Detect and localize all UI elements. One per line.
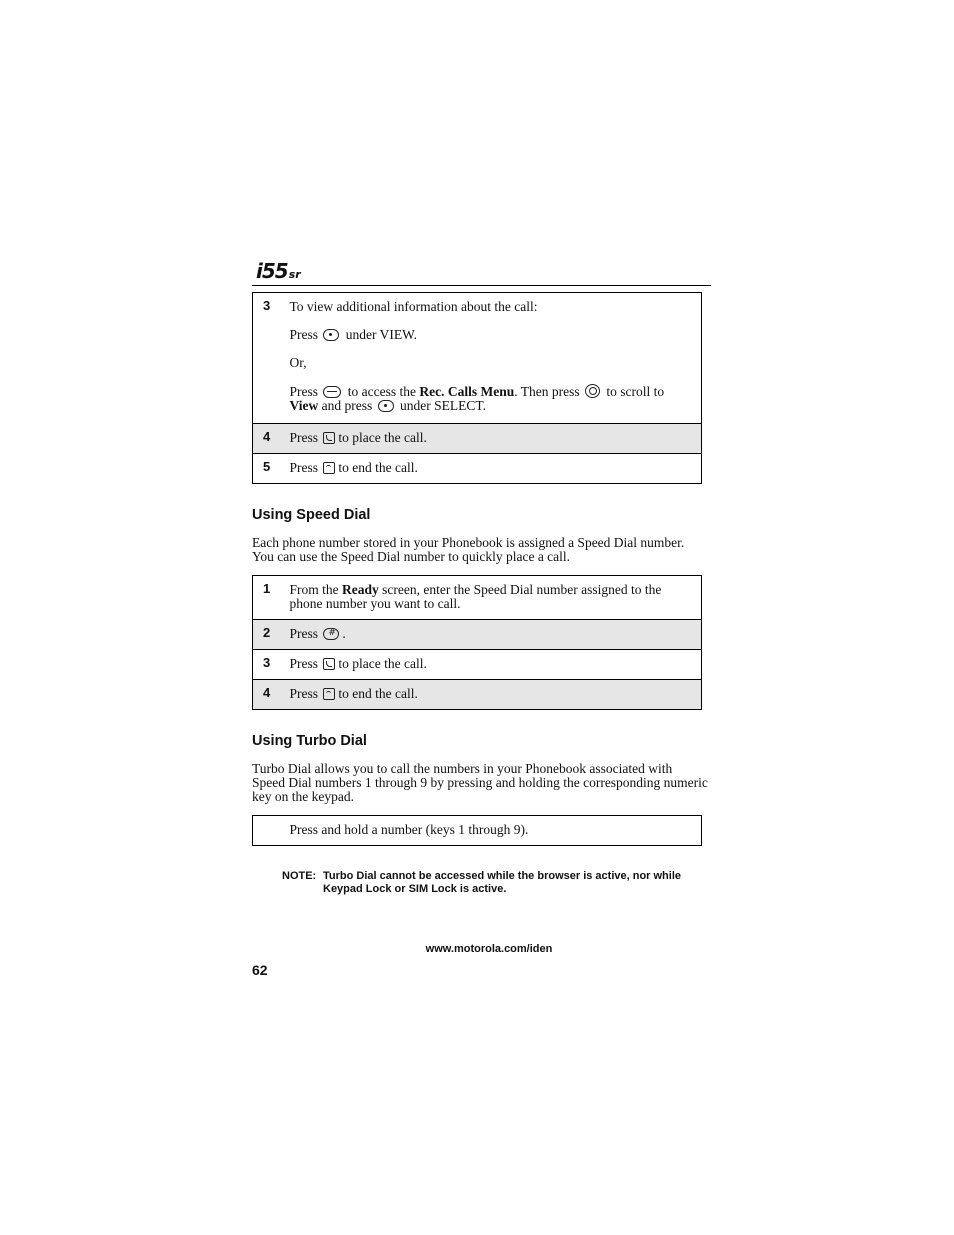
end-key-icon xyxy=(323,688,335,700)
step-text: From the Ready screen, enter the Speed Dial number assigned to the phone number you want to call. xyxy=(290,576,702,620)
note-text: Turbo Dial cannot be accessed while the browser is active, nor while Keypad Lock or SIM Lock is active. xyxy=(323,870,682,895)
speed-dial-steps-table xyxy=(252,575,702,710)
step-row xyxy=(253,293,702,424)
phone-model-logo: i55sr xyxy=(256,259,301,283)
step-row xyxy=(253,576,702,620)
menu-key-icon xyxy=(323,386,341,398)
step-number: 1 xyxy=(253,576,290,620)
speed-dial-heading: Using Speed Dial xyxy=(252,507,371,523)
step-row xyxy=(253,454,702,484)
softkey-icon xyxy=(378,400,394,412)
footer-url: www.motorola.com/iden xyxy=(425,943,553,955)
step-text: Press to place the call. xyxy=(290,650,702,680)
end-key-icon xyxy=(323,462,335,474)
softkey-icon xyxy=(323,329,339,341)
note-label: NOTE: xyxy=(282,870,317,882)
step-number: 4 xyxy=(253,424,290,454)
step-number: 4 xyxy=(253,680,290,710)
step-text: Press to end the call. xyxy=(290,680,702,710)
send-key-icon xyxy=(323,658,335,670)
step-text: Press to place the call. xyxy=(290,424,702,454)
step-text: Press to end the call. xyxy=(290,454,702,484)
step-row xyxy=(253,424,702,454)
header-rule xyxy=(252,285,711,286)
pound-key-icon xyxy=(323,628,339,640)
step-row xyxy=(253,680,702,710)
step-row xyxy=(253,620,702,650)
step-row xyxy=(253,650,702,680)
turbo-dial-steps-table xyxy=(252,815,702,846)
call-info-steps-table xyxy=(252,292,702,484)
turbo-dial-intro: Turbo Dial allows you to call the numbers in your Phonebook associated with Speed Dial numbers 1 through 9 by pressing and holding the corresponding numeric key on the keypad. xyxy=(252,761,708,804)
note xyxy=(282,870,702,896)
step-number: 3 xyxy=(253,650,290,680)
send-key-icon xyxy=(323,432,335,444)
step-row xyxy=(253,816,702,846)
step-number: 2 xyxy=(253,620,290,650)
navigation-key-icon xyxy=(585,384,600,398)
step-text: To view additional information about the call: Press under VIEW. Or, Press to access the Rec. Calls Menu. Then press to scroll to View and press under SELECT. xyxy=(290,293,702,424)
step-number xyxy=(253,816,290,846)
step-text: Press and hold a number (keys 1 through 9). xyxy=(290,816,702,846)
step-text: Press # . xyxy=(290,620,702,650)
turbo-dial-heading: Using Turbo Dial xyxy=(252,733,367,749)
speed-dial-intro: Each phone number stored in your Phonebook is assigned a Speed Dial number. You can use the Speed Dial number to quickly place a call. xyxy=(252,535,685,564)
step-number: 3 xyxy=(253,293,290,424)
step-number: 5 xyxy=(253,454,290,484)
page-number: 62 xyxy=(252,962,268,978)
